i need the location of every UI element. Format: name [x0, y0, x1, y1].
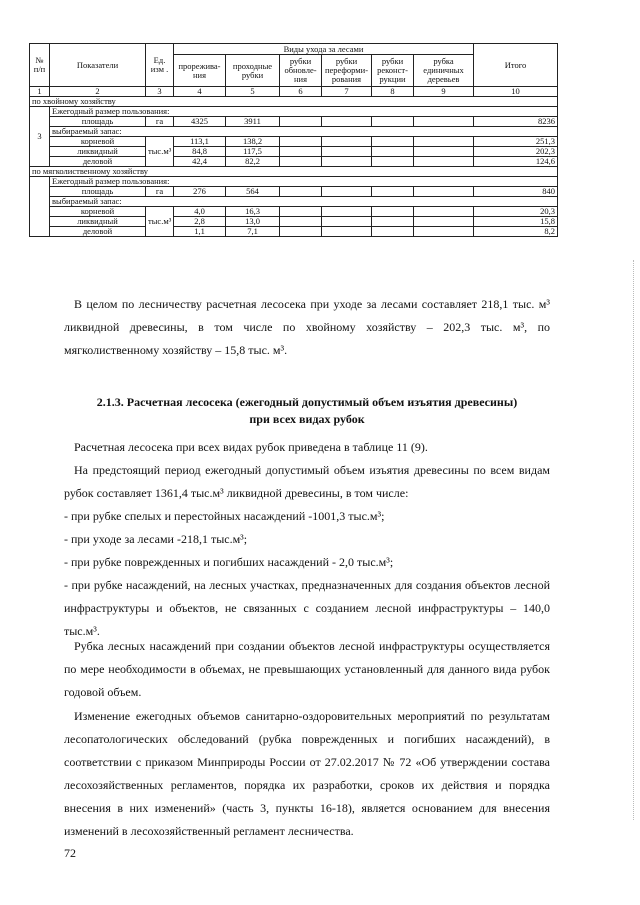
- stock-label-row: [30, 197, 558, 207]
- paragraph-sanitary-changes: Изменение ежегодных объемов санитарно-оздоровительных мероприятий по результатам лесопатологических обследований (рубка поврежденных и погибших насаждений), в соответствии с приказом Минприроды России от 27.02.2017 № 72 «Об утверждении состава лесохозяйственных регламентов, порядка их разработки, сроков их действия и порядка внесения в них изменений» (часть 3, пункты 16-18), является основанием для внесения изменений в лесохозяйственный регламент лесничества.: [64, 709, 550, 838]
- stock-label: выбираемый запас:: [50, 127, 558, 137]
- area-label: площадь: [50, 187, 146, 197]
- col-number: 8: [372, 87, 414, 97]
- stock-type-label: деловой: [50, 157, 146, 167]
- stock-value: [414, 147, 474, 157]
- stock-label: выбираемый запас:: [50, 197, 558, 207]
- stock-unit: тыс.м³: [146, 137, 174, 167]
- header-type: прорежива-ния: [174, 55, 226, 87]
- header-type: рубки реконст-рукции: [372, 55, 414, 87]
- paragraph-infrastructure: Рубка лесных насаждений при создании объектов лесной инфраструктуры осуществляется по мере необходимости в объемах, не превышающих установленный для данного вида рубок годовой объем.: [64, 639, 550, 699]
- header-type: рубки переформи-рования: [322, 55, 372, 87]
- stock-value: [322, 207, 372, 217]
- stock-value: [280, 227, 322, 237]
- section-title: по мягколиственному хозяйству: [30, 167, 558, 177]
- stock-type-label: корневой: [50, 207, 146, 217]
- stock-value: [322, 137, 372, 147]
- stock-value: 7,1: [226, 227, 280, 237]
- stock-value: 82,2: [226, 157, 280, 167]
- stock-total: 8,2: [474, 227, 558, 237]
- stock-value: [322, 227, 372, 237]
- annual-label: Ежегодный размер пользования:: [50, 107, 558, 117]
- stock-type-label: деловой: [50, 227, 146, 237]
- annual-label-row: [30, 107, 558, 117]
- bullet-infrastructure-cutting: - при рубке насаждений, на лесных участках, предназначенных для создания объектов лесной инфраструктуры и объектов, не связанных с созданием лесной инфраструктуры – 140,0 тыс.м³.: [64, 578, 550, 638]
- stock-value: [414, 217, 474, 227]
- area-value: [280, 187, 322, 197]
- area-value: [372, 117, 414, 127]
- stock-total: 15,8: [474, 217, 558, 227]
- stock-value: 1,1: [174, 227, 226, 237]
- stock-value: [414, 227, 474, 237]
- stock-value: [322, 157, 372, 167]
- section-title: по хвойному хозяйству: [30, 97, 558, 107]
- stock-row: [30, 227, 558, 237]
- stock-value: [372, 137, 414, 147]
- bullet-damaged-cutting: - при рубке поврежденных и погибших насаждений - 2,0 тыс.м³;: [64, 555, 394, 569]
- stock-row: [30, 207, 558, 217]
- header-type: проходные рубки: [226, 55, 280, 87]
- col-number: 9: [414, 87, 474, 97]
- col-number: 6: [280, 87, 322, 97]
- header-num: № п/п: [30, 44, 50, 87]
- area-value: 276: [174, 187, 226, 197]
- stock-total: 124,6: [474, 157, 558, 167]
- col-number: 5: [226, 87, 280, 97]
- area-unit: га: [146, 117, 174, 127]
- page-number: 72: [64, 846, 76, 860]
- area-unit: га: [146, 187, 174, 197]
- col-number: 1: [30, 87, 50, 97]
- stock-value: 42,4: [174, 157, 226, 167]
- stock-value: 13,0: [226, 217, 280, 227]
- stock-value: [414, 157, 474, 167]
- scan-edge-line: [632, 260, 634, 820]
- col-number: 10: [474, 87, 558, 97]
- area-total: 8236: [474, 117, 558, 127]
- stock-value: 117,5: [226, 147, 280, 157]
- stock-value: [372, 207, 414, 217]
- area-label: площадь: [50, 117, 146, 127]
- section-title-row: [30, 167, 558, 177]
- annual-label: Ежегодный размер пользования:: [50, 177, 558, 187]
- stock-value: [322, 217, 372, 227]
- paragraph-annual-volume: На предстоящий период ежегодный допустимый объем изъятия древесины по всем видам рубок составляет 1361,4 тыс.м³ ликвидной древесины, в том числе:: [64, 463, 550, 500]
- area-value: 3911: [226, 117, 280, 127]
- row-number: 3: [30, 107, 50, 167]
- col-number: 4: [174, 87, 226, 97]
- col-number: 2: [50, 87, 146, 97]
- row-number: [30, 177, 50, 237]
- header-type: рубки обновле-ния: [280, 55, 322, 87]
- area-value: 564: [226, 187, 280, 197]
- stock-value: [414, 137, 474, 147]
- stock-value: 2,8: [174, 217, 226, 227]
- area-value: [372, 187, 414, 197]
- area-value: [414, 117, 474, 127]
- header-unit: Ед. изм .: [146, 44, 174, 87]
- section-heading-line2: при всех видах рубок: [249, 412, 365, 426]
- stock-type-label: ликвидный: [50, 217, 146, 227]
- section-heading: [64, 394, 550, 428]
- header-indicators: Показатели: [50, 44, 146, 87]
- paragraph-summary: В целом по лесничеству расчетная лесосека при уходе за лесами составляет 218,1 тыс. м³ ликвидной древесины, в том числе по хвойному хозяйству – 202,3 тыс. м³, по мягколиственному хозяйству – 15,8 тыс. м³.: [64, 297, 550, 357]
- stock-value: [280, 137, 322, 147]
- area-value: 4325: [174, 117, 226, 127]
- annual-label-row: [30, 177, 558, 187]
- stock-value: 4,0: [174, 207, 226, 217]
- stock-value: 113,1: [174, 137, 226, 147]
- stock-value: [322, 147, 372, 157]
- stock-total: 251,3: [474, 137, 558, 147]
- area-value: [414, 187, 474, 197]
- stock-value: [280, 147, 322, 157]
- stock-value: [372, 217, 414, 227]
- paragraph-table-ref: Расчетная лесосека при всех видах рубок приведена в таблице 11 (9).: [74, 440, 428, 454]
- col-number: 7: [322, 87, 372, 97]
- stock-unit: тыс.м³: [146, 207, 174, 237]
- stock-row: [30, 137, 558, 147]
- stock-value: [280, 207, 322, 217]
- cutting-volume-table: [29, 43, 558, 237]
- area-value: [322, 187, 372, 197]
- table-header-row: [30, 44, 558, 55]
- area-value: [322, 117, 372, 127]
- stock-value: [372, 147, 414, 157]
- stock-row: [30, 147, 558, 157]
- bullet-forest-care: - при уходе за лесами -218,1 тыс.м³;: [64, 532, 248, 546]
- stock-total: 20,3: [474, 207, 558, 217]
- stock-value: [414, 207, 474, 217]
- section-heading-line1: 2.1.3. Расчетная лесосека (ежегодный допустимый объем изъятия древесины): [96, 395, 518, 409]
- header-type: рубка единичных деревьев: [414, 55, 474, 87]
- stock-value: 16,3: [226, 207, 280, 217]
- stock-row: [30, 217, 558, 227]
- stock-label-row: [30, 127, 558, 137]
- header-types-group: Виды ухода за лесами: [174, 44, 474, 55]
- area-value: [280, 117, 322, 127]
- stock-value: [372, 157, 414, 167]
- stock-value: [372, 227, 414, 237]
- area-row: [30, 187, 558, 197]
- column-numbers-row: [30, 87, 558, 97]
- stock-value: [280, 217, 322, 227]
- stock-value: 84,8: [174, 147, 226, 157]
- stock-value: [280, 157, 322, 167]
- section-title-row: [30, 97, 558, 107]
- bullet-mature-cutting: - при рубке спелых и перестойных насаждений -1001,3 тыс.м³;: [64, 509, 385, 523]
- area-total: 840: [474, 187, 558, 197]
- header-total: Итого: [474, 44, 558, 87]
- stock-type-label: корневой: [50, 137, 146, 147]
- stock-value: 138,2: [226, 137, 280, 147]
- stock-type-label: ликвидный: [50, 147, 146, 157]
- stock-row: [30, 157, 558, 167]
- stock-total: 202,3: [474, 147, 558, 157]
- col-number: 3: [146, 87, 174, 97]
- area-row: [30, 117, 558, 127]
